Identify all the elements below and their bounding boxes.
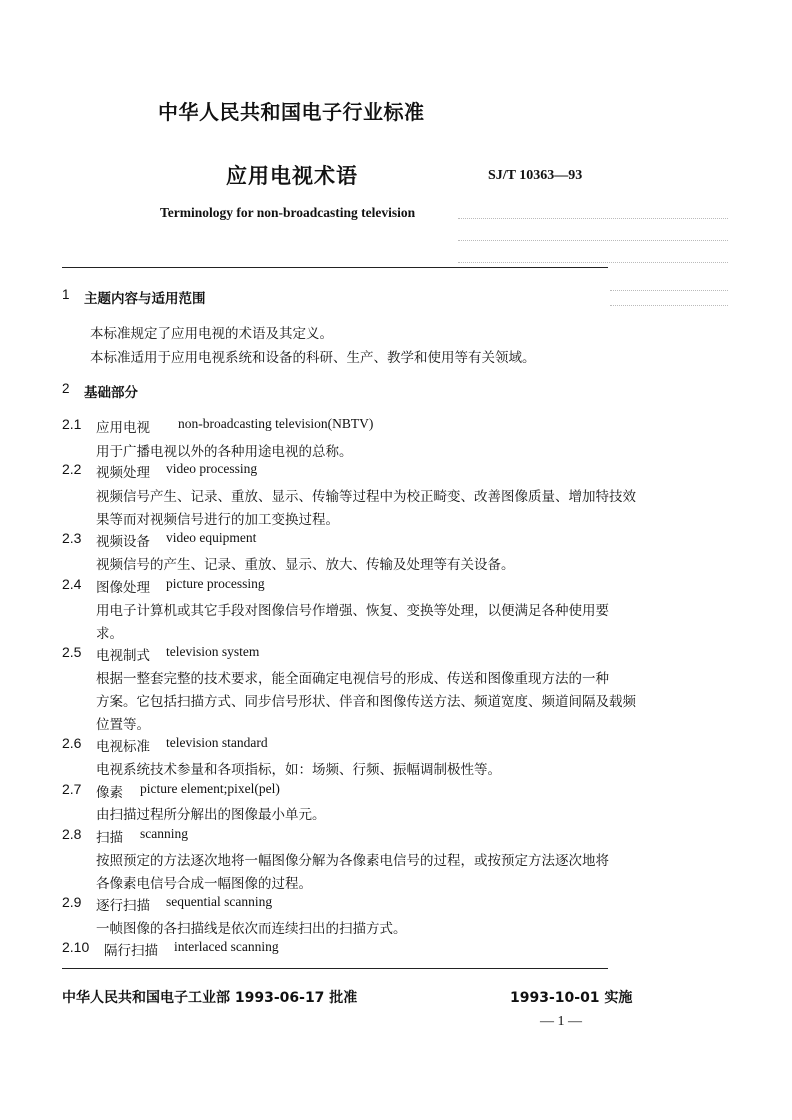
- decorative-dotted-line: [458, 262, 728, 263]
- term-name-en: non-broadcasting television(NBTV): [178, 416, 374, 431]
- term-name-en: interlaced scanning: [174, 939, 279, 954]
- term-definition: 视频信号的产生、记录、重放、显示、放大、传输及处理等有关设备。: [96, 557, 515, 573]
- decorative-dotted-line: [610, 290, 728, 291]
- page-number: — 1 —: [540, 1014, 582, 1029]
- section-1-paragraph: 本标准适用于应用电视系统和设备的科研、生产、教学和使用等有关领域。: [90, 350, 536, 366]
- term-definition: 位置等。: [96, 717, 150, 733]
- term-name-cn: 像素: [96, 785, 123, 801]
- term-definition: 用于广播电视以外的各种用途电视的总称。: [96, 444, 353, 460]
- section-1-number: 1: [62, 287, 70, 302]
- term-number: 2.8: [62, 826, 82, 842]
- decorative-dotted-line: [610, 305, 728, 306]
- term-name-cn: 电视制式: [96, 648, 150, 664]
- term-number: 2.5: [62, 644, 82, 660]
- term-definition: 由扫描过程所分解出的图像最小单元。: [96, 807, 326, 823]
- term-definition: 按照预定的方法逐次地将一幅图像分解为各像素电信号的过程，或按预定方法逐次地将: [96, 853, 609, 869]
- term-name-cn: 视频处理: [96, 465, 150, 481]
- term-number: 2.1: [62, 416, 82, 432]
- effective-date: 1993-10-01 实施: [510, 990, 633, 1006]
- term-definition: 方案。它包括扫描方式、同步信号形状、伴音和图像传送方法、频道宽度、频道间隔及载频: [96, 694, 636, 710]
- term-name-en: sequential scanning: [166, 894, 273, 909]
- term-number: 2.2: [62, 461, 82, 477]
- header-rule: [62, 267, 608, 268]
- decorative-dotted-line: [458, 240, 728, 241]
- section-2-title: 基础部分: [84, 385, 138, 401]
- term-name-cn: 图像处理: [96, 580, 150, 596]
- term-definition: 用电子计算机或其它手段对图像信号作增强、恢复、变换等处理，以便满足各种使用要: [96, 603, 609, 619]
- term-number: 2.9: [62, 894, 82, 910]
- term-number: 2.10: [62, 939, 90, 955]
- term-name-cn: 应用电视: [96, 420, 150, 436]
- document-title-en: Terminology for non-broadcasting television: [160, 205, 416, 220]
- term-name-en: video equipment: [166, 530, 257, 545]
- term-definition: 电视系统技术参量和各项指标，如：场频、行频、振幅调制极性等。: [96, 762, 501, 778]
- term-number: 2.6: [62, 735, 82, 751]
- term-definition: 求。: [96, 626, 123, 642]
- term-number: 2.3: [62, 530, 82, 546]
- term-definition: 果等而对视频信号进行的加工变换过程。: [96, 512, 339, 528]
- section-1-title: 主题内容与适用范围: [84, 291, 206, 307]
- term-definition: 一帧图像的各扫描线是依次而连续扫出的扫描方式。: [96, 921, 407, 937]
- section-2-number: 2: [62, 381, 70, 396]
- term-definition: 视频信号产生、记录、重放、显示、传输等过程中为校正畸变、改善图像质量、增加特技效: [96, 489, 636, 505]
- term-name-en: picture processing: [166, 576, 265, 591]
- term-name-cn: 逐行扫描: [96, 898, 150, 914]
- term-name-en: picture element;pixel(pel): [140, 781, 280, 796]
- term-definition: 根据一整套完整的技术要求，能全面确定电视信号的形成、传送和图像重现方法的一种: [96, 671, 609, 687]
- issuing-org-header: 中华人民共和国电子行业标准: [158, 100, 425, 124]
- term-name-cn: 电视标准: [96, 739, 150, 755]
- footer-rule: [62, 968, 608, 969]
- term-name-en: television standard: [166, 735, 268, 750]
- section-1-paragraph: 本标准规定了应用电视的术语及其定义。: [90, 326, 333, 342]
- term-definition: 各像素电信号合成一幅图像的过程。: [96, 876, 312, 892]
- term-name-cn: 视频设备: [96, 534, 150, 550]
- term-name-en: television system: [166, 644, 260, 659]
- term-number: 2.4: [62, 576, 82, 592]
- term-name-en: video processing: [166, 461, 258, 476]
- term-name-cn: 隔行扫描: [104, 943, 158, 959]
- approval-statement: 中华人民共和国电子工业部 1993-06-17 批准: [62, 990, 358, 1006]
- decorative-dotted-line: [458, 218, 728, 219]
- standard-code: SJ/T 10363—93: [488, 168, 583, 183]
- term-name-cn: 扫描: [96, 830, 123, 846]
- document-title-cn: 应用电视术语: [226, 164, 358, 188]
- term-number: 2.7: [62, 781, 82, 797]
- term-name-en: scanning: [140, 826, 188, 841]
